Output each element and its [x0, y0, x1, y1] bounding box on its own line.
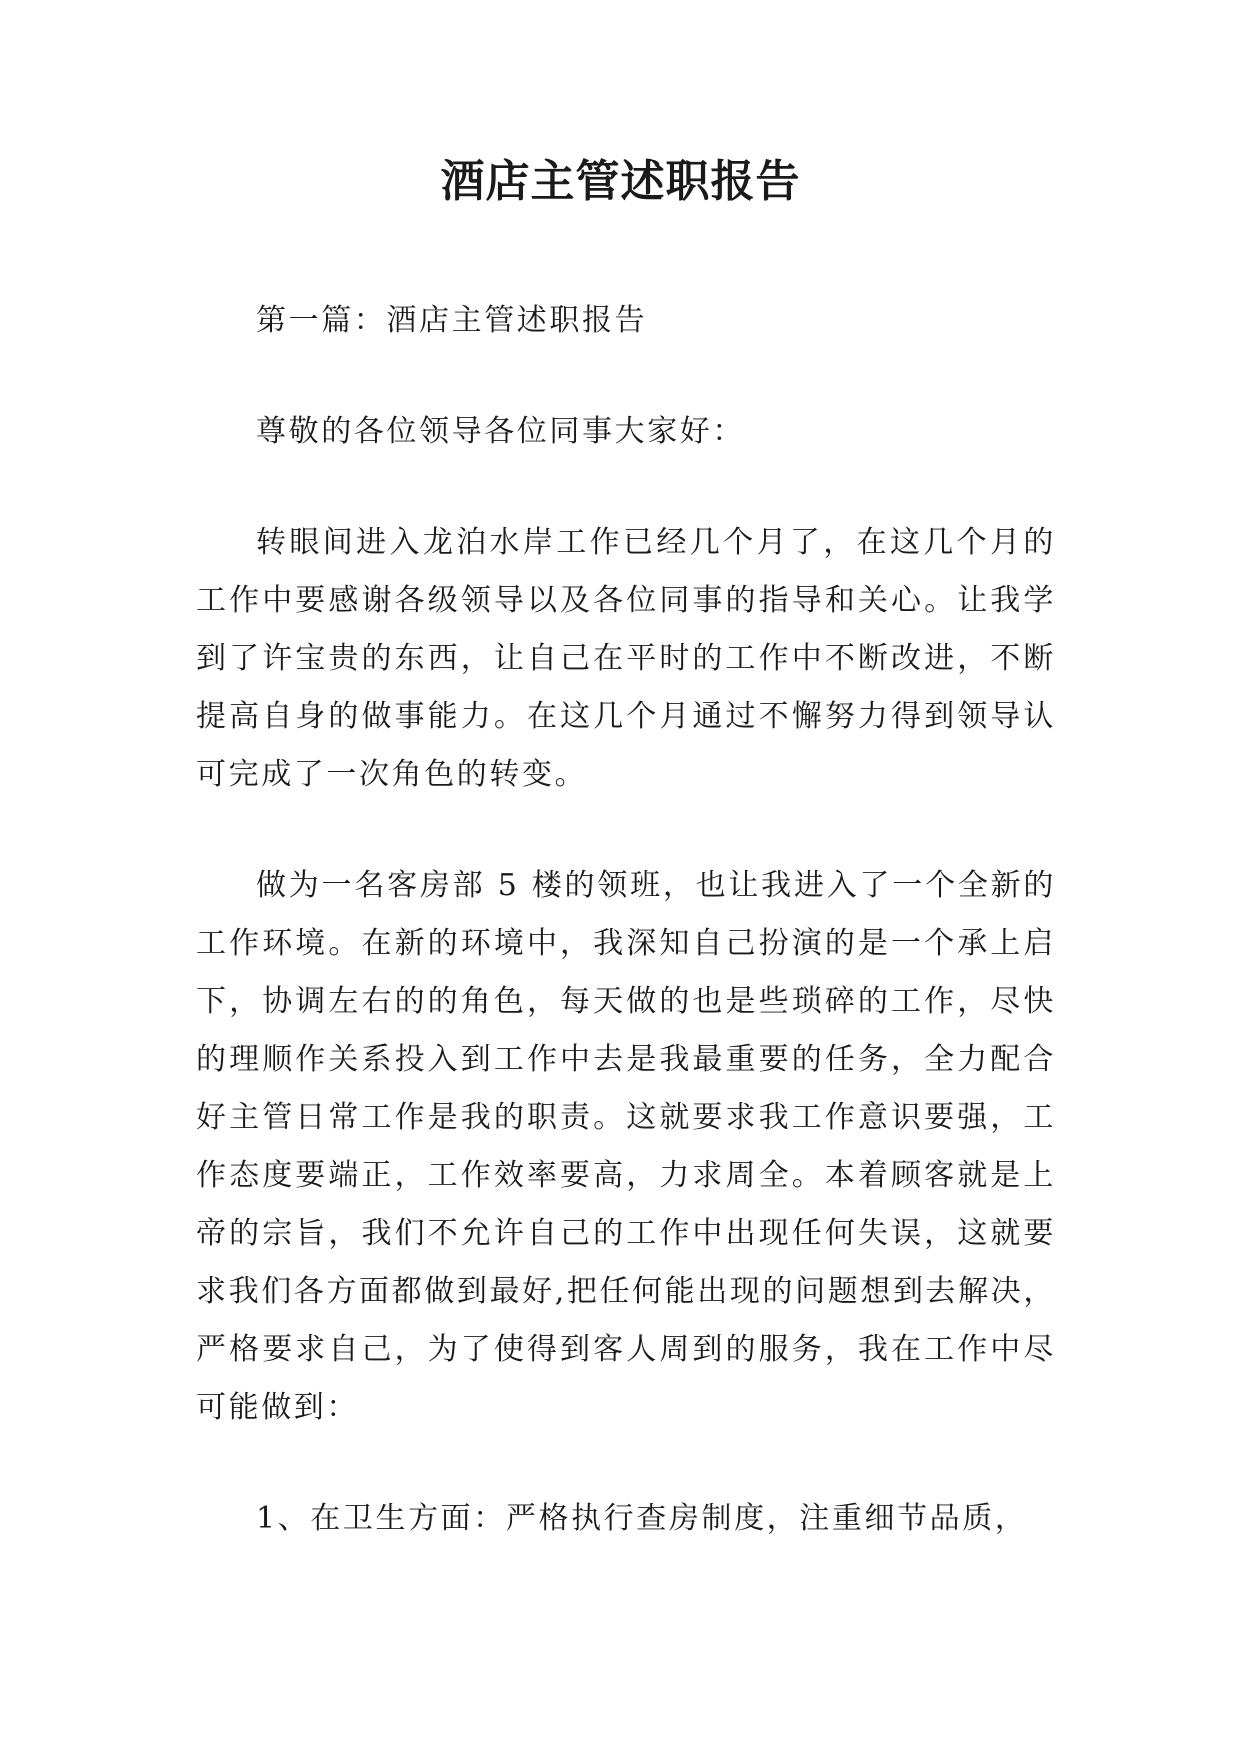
greeting: 尊敬的各位领导各位同事大家好：	[256, 414, 745, 449]
paragraph: 1、在卫生方面：严格执行查房制度，注重细节品质，	[256, 1501, 1028, 1536]
paragraph: 转眼间进入龙泊水岸工作已经几个月了，在这几个月的工作中要感谢各级领导以及各位同事的指导和关心。让我学到了许宝贵的东西，让自己在平时的工作中不断改进，不断提高自身的做事能力。在这几个月通过不懈努力得到领导认可完成了一次角色的转变。	[196, 525, 1056, 792]
document-body	[196, 292, 1056, 1548]
section-heading: 第一篇：酒店主管述职报告	[256, 303, 648, 338]
paragraph: 做为一名客房部 5 楼的领班，也让我进入了一个全新的工作环境。在新的环境中，我深知自己扮演的是一个承上启下，协调左右的的角色，每天做的也是些琐碎的工作，尽快的理顺作关系投入到工作中去是我最重要的任务，全力配合好主管日常工作是我的职责。这就要求我工作意识要强，工作态度要端正，工作效率要高，力求周全。本着顾客就是上帝的宗旨，我们不允许自己的工作中出现任何失误，这就要求我们各方面都做到最好,把任何能出现的问题想到去解决，严格要求自己，为了使得到客人周到的服务，我在工作中尽可能做到：	[196, 868, 1056, 1425]
document-title: 酒店主管述职报告	[440, 156, 801, 207]
